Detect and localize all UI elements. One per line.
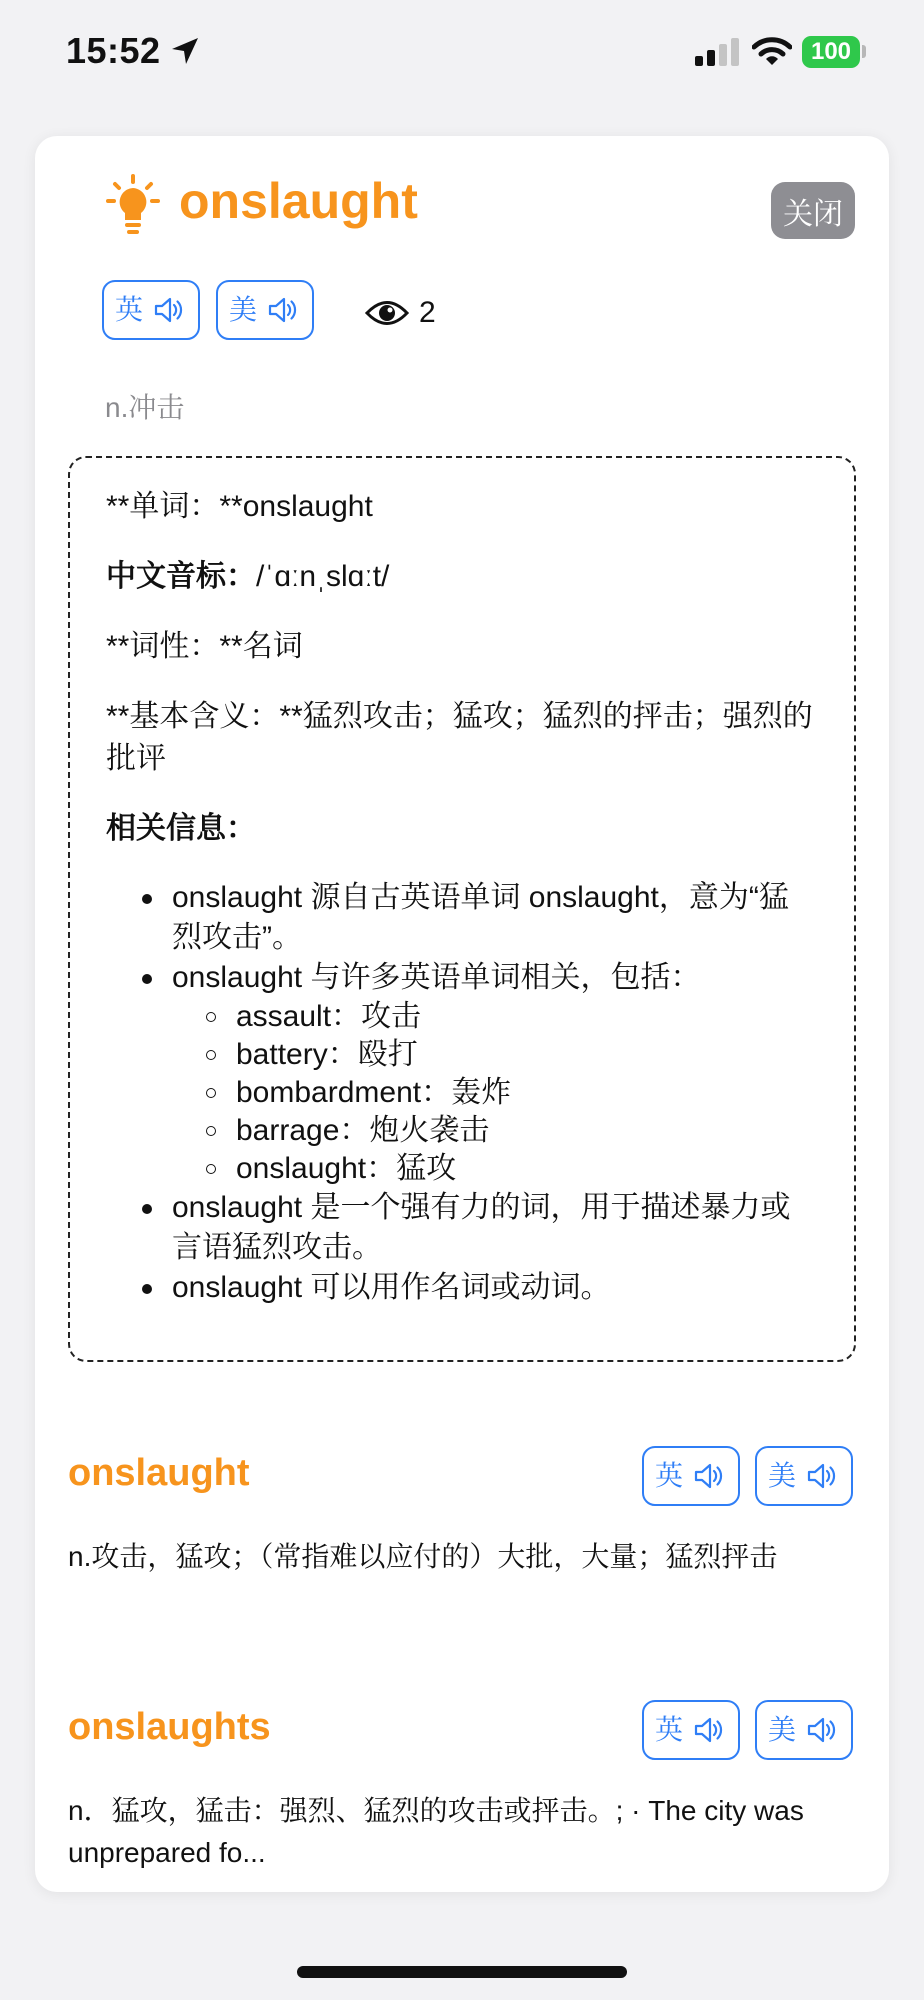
wifi-icon: [752, 36, 792, 66]
pronounce-us-label: 美: [768, 1714, 797, 1745]
pronounce-uk-label: 英: [115, 294, 144, 325]
speaker-icon: [693, 1462, 723, 1490]
ai-pos-line: **词性：**名词: [106, 630, 303, 663]
pronounce-uk-button[interactable]: [102, 280, 200, 340]
speaker-icon: [153, 296, 183, 324]
entry-pronounce-us-button[interactable]: [755, 1446, 853, 1506]
status-bar: [0, 0, 924, 110]
ai-sub-bullet: onslaught：猛攻: [204, 1150, 818, 1188]
close-button[interactable]: 关闭: [771, 182, 855, 239]
view-count: 2: [419, 296, 436, 329]
ai-sub-bullet: battery：殴打: [204, 1036, 818, 1074]
ai-sub-bullet: bombardment：轰炸: [204, 1074, 818, 1112]
entry-word[interactable]: onslaught: [68, 1452, 250, 1494]
speaker-icon: [806, 1462, 836, 1490]
entry-pronounce-us-button[interactable]: [755, 1700, 853, 1760]
battery-tip: [862, 45, 866, 58]
pronounce-uk-label: 英: [655, 1714, 684, 1745]
ai-related-list: [136, 878, 818, 1308]
eye-icon: [365, 296, 409, 330]
ai-phonetic-line: [106, 556, 818, 598]
speaker-icon: [267, 296, 297, 324]
pronounce-us-label: 美: [229, 294, 258, 325]
ai-sub-list: [204, 998, 818, 1188]
entry-pronounce-uk-button[interactable]: [642, 1700, 740, 1760]
ai-explanation-box: [68, 456, 856, 1362]
ai-bullet: onslaught 源自古英语单词 onslaught，意为“猛烈攻击”。: [136, 878, 818, 958]
entry-word[interactable]: onslaughts: [68, 1706, 271, 1748]
pronounce-us-label: 美: [768, 1460, 797, 1491]
ai-related-label: 相关信息：: [106, 812, 256, 845]
short-definition: n.冲击: [105, 392, 185, 423]
entry-definition: n．猛攻，猛击：强烈、猛烈的攻击或抨击。; · The city was unprepared fo...: [68, 1795, 804, 1868]
battery-indicator: 100: [802, 36, 860, 68]
ai-phonetic-value: /ˈɑːnˌslɑːt/: [256, 560, 390, 593]
ai-bullet: onslaught 可以用作名词或动词。: [136, 1268, 818, 1308]
pronounce-uk-label: 英: [655, 1460, 684, 1491]
lightbulb-icon: [105, 174, 161, 238]
pronounce-us-button[interactable]: [216, 280, 314, 340]
speaker-icon: [806, 1716, 836, 1744]
entry-pronounce-uk-button[interactable]: [642, 1446, 740, 1506]
status-time: 15:52: [66, 30, 161, 71]
ai-meaning-line: **基本含义：**猛烈攻击；猛攻；猛烈的抨击；强烈的批评: [106, 700, 813, 775]
ai-bullet-text: onslaught 与许多英语单词相关，包括：: [172, 961, 701, 994]
headword-title: onslaught: [179, 173, 418, 229]
speaker-icon: [693, 1716, 723, 1744]
ai-word-line: **单词：**onslaught: [106, 490, 373, 523]
ai-phonetic-label: 中文音标：: [106, 560, 256, 593]
home-indicator[interactable]: [297, 1966, 627, 1978]
location-arrow-icon: [170, 36, 200, 66]
ai-bullet: onslaught 是一个强有力的词，用于描述暴力或言语猛烈攻击。: [136, 1188, 818, 1268]
signal-icon: [695, 38, 739, 66]
entry-definition: n.攻击，猛攻；（常指难以应付的）大批，大量；猛烈抨击: [68, 1541, 778, 1572]
word-detail-card: [35, 136, 889, 1892]
ai-related-heading: [106, 808, 818, 850]
ai-sub-bullet: assault：攻击: [204, 998, 818, 1036]
ai-sub-bullet: barrage：炮火袭击: [204, 1112, 818, 1150]
ai-bullet-with-sublist: [136, 958, 818, 1188]
